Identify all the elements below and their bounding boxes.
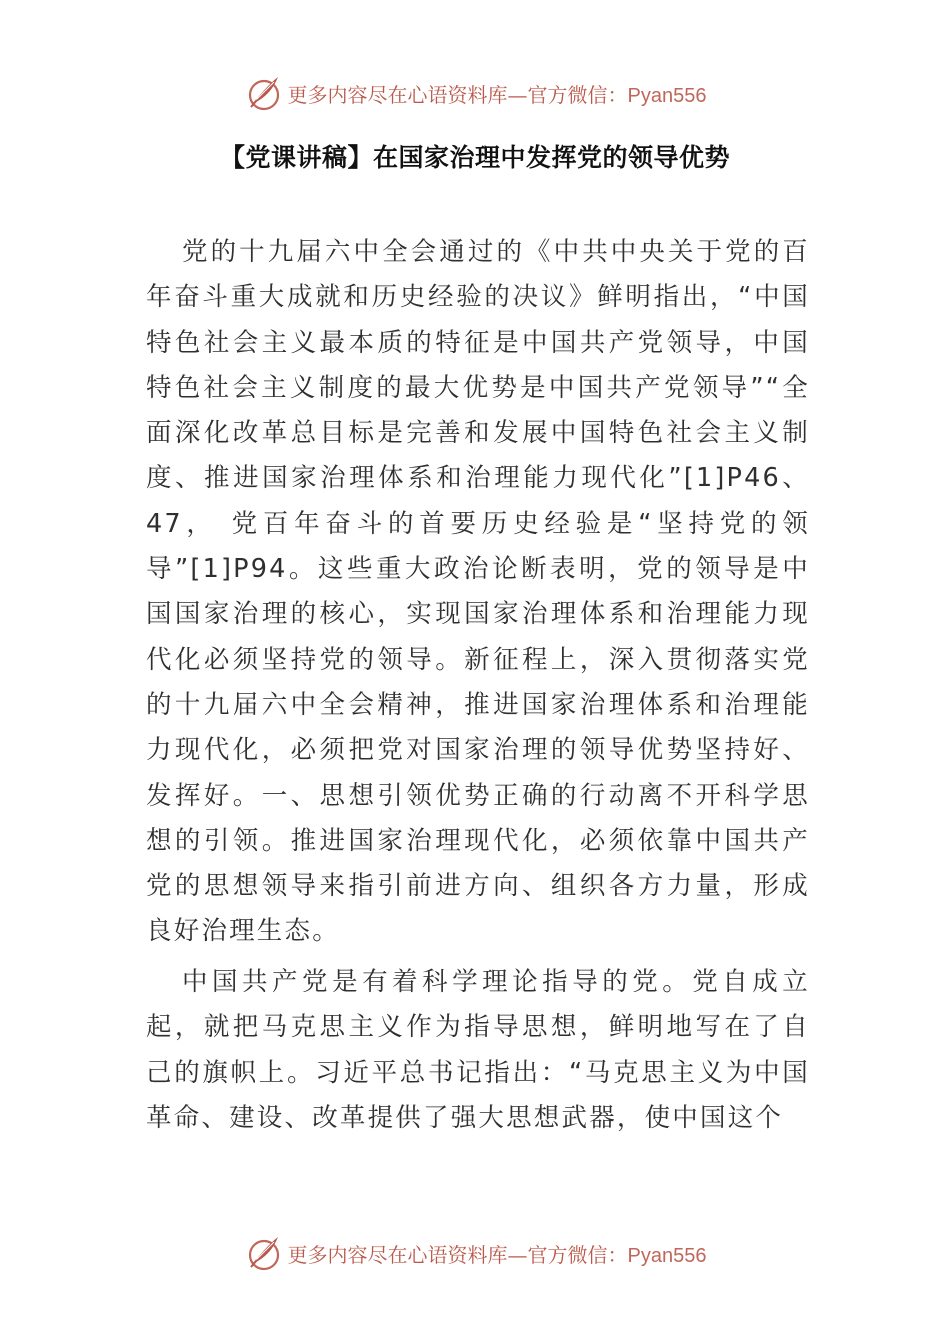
header-watermark — [0, 70, 950, 116]
document-title: 【党课讲稿】在国家治理中发挥党的领导优势 — [219, 143, 730, 172]
footer-watermark — [0, 1230, 950, 1276]
paragraph-2: 中国共产党是有着科学理论指导的党。党自成立起，就把马克思主义作为指导思想，鲜明地写在了自己的旗帜上。习近平总书记指出：“马克思主义为中国革命、建设、改革提供了强大思想武器，使中国这个 — [146, 967, 810, 1133]
wechat-id: Pyan556 — [627, 1244, 707, 1267]
feather-logo-icon — [244, 73, 284, 113]
paragraph-1: 党的十九届六中全会通过的《中共中央关于党的百年奋斗重大成就和历史经验的决议》鲜明指出，“中国特色社会主义最本质的特征是中国共产党领导，中国特色社会主义制度的最大优势是中国共产党领导”“全面深化改革总目标是完善和发展中国特色社会主义制度、推进国家治理体系和治理能力现代化”[1]P46、47， 党百年奋斗的首要历史经验是“坚持党的领导”[1]P94。这些重大政治论断表明，党的领导是中国国家治理的核心，实现国家治理体系和治理能力现代化必须坚持党的领导。新征程上，深入贯彻落实党的十九届六中全会精神，推进国家治理体系和治理能力现代化，必须把党对国家治理的领导优势坚持好、发挥好。一、思想引领优势正确的行动离不开科学思想的引领。推进国家治理现代化，必须依靠中国共产党的思想领导来指引前进方向、组织各方力量，形成良好治理生态。 — [146, 237, 810, 947]
feather-logo-icon — [244, 1233, 284, 1273]
wechat-id: Pyan556 — [627, 84, 707, 107]
watermark-text: 更多内容尽在心语资料库—官方微信：Pyan556 — [287, 1242, 707, 1267]
watermark-text: 更多内容尽在心语资料库—官方微信：Pyan556 — [287, 82, 707, 107]
